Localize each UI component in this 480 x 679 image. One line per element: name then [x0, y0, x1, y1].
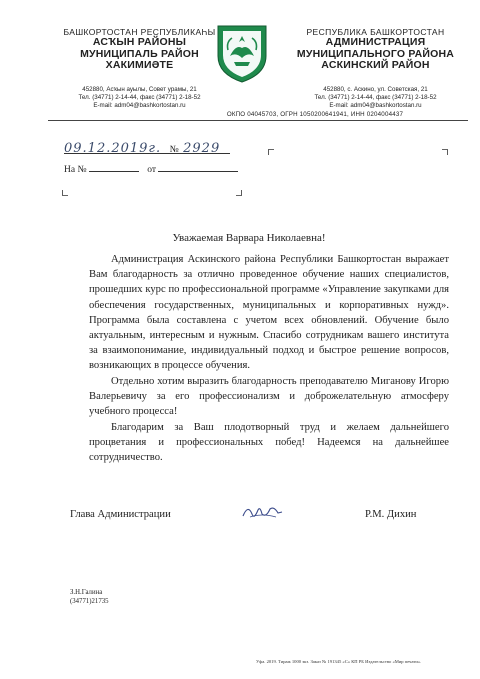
address-left — [52, 86, 227, 110]
republic-name-russian: РЕСПУБЛИКА БАШКОРТОСТАН — [306, 27, 445, 37]
signatory-position: Глава Администрации — [70, 509, 171, 520]
incoming-number-blank — [89, 162, 139, 172]
org-name-bashkir-3: ХАКИМИӘТЕ — [105, 59, 174, 71]
outgoing-ref — [64, 139, 236, 157]
bracket-bottom-left — [62, 190, 68, 196]
outgoing-number: 2929 — [183, 141, 221, 156]
org-name-russian-1: АДМИНИСТРАЦИЯ — [325, 36, 426, 48]
print-footer: Уфа. 2019. Тираж 1000 экз. Заказ № 191345 «С» КП РБ Издательство «Мир печати». — [256, 659, 422, 664]
outgoing-number-sign: № — [169, 145, 179, 155]
registry-line: ОКПО 04045703, ОГРН 1050200641941, ИНН 0204004437 — [226, 111, 404, 118]
incoming-date-label: от — [147, 165, 157, 175]
republic-name-bashkir: БАШКОРТОСТАН РЕСПУБЛИКАҺЫ — [63, 27, 216, 37]
paragraph-1: Администрация Аскинского района Республики Башкортостан выражает Вам благодарность за отлично проведенное обучение наших специалистов, прошедших курс по профессиональной программе «Управление закупками для обеспечения государственных, муниципальных и корпоративных нужд». Программа была составлена с учетом всех обновлений. Обучение было актуальным, интересным и нужным. Спасибо сотрудникам вашего института за взаимопонимание, индивидуальный подход и быстрое решение вопросов, возникающих в процессе обучения. — [89, 254, 449, 372]
executor-name: З.Н.Галина — [70, 589, 103, 596]
address-right-line-1: 452880, с. Аскино, ул. Советская, 21 — [323, 86, 428, 93]
coat-of-arms-emblem — [214, 22, 270, 84]
bracket-top-left — [268, 149, 274, 155]
address-left-line-2: Тел. (34771) 2-14-44, факс (34771) 2-18-52 — [78, 94, 201, 101]
signatory-name: Р.М. Дихин — [365, 509, 417, 520]
greeting: Уважаемая Варвара Николаевна! — [172, 232, 326, 244]
paragraph-3: Благодарим за Ваш плодотворный труд и желаем дальнейшего процветания и профессиональных побед! Надеемся на дальнейшее сотрудничество. — [89, 422, 449, 464]
outgoing-underline — [64, 153, 230, 154]
address-left-line-3: E-mail: adm04@bashkortostan.ru — [93, 102, 186, 109]
address-right-line-2: Тел. (34771) 2-14-44, факс (34771) 2-18-52 — [314, 94, 437, 101]
outgoing-date: 09.12.2019г. — [64, 141, 162, 156]
org-name-russian-3: АСКИНСКИЙ РАЙОН — [321, 59, 430, 71]
executor-phone: (34771)21735 — [70, 597, 109, 605]
header-right — [288, 27, 463, 72]
paragraph-2: Отдельно хотим выразить благодарность преподавателю Миганову Игорю Валерьевичу за его профессионализм и доброжелательную атмосферу учебного процесса! — [89, 376, 449, 418]
incoming-ref — [64, 162, 238, 175]
handwritten-signature — [240, 500, 284, 524]
address-right — [288, 86, 463, 110]
executor-block — [70, 589, 109, 606]
header-left — [52, 27, 227, 72]
org-name-russian-2: МУНИЦИПАЛЬНОГО РАЙОНА — [296, 47, 455, 60]
org-name-bashkir-1: АСҠЫН РАЙОНЫ — [92, 36, 187, 48]
incoming-number-label: На № — [64, 165, 87, 175]
address-right-line-3: E-mail: adm04@bashkortostan.ru — [329, 102, 422, 109]
address-left-line-1: 452880, Асҡын ауылы, Совет урамы, 21 — [82, 86, 197, 93]
bracket-top-right — [442, 149, 448, 155]
incoming-date-blank — [158, 162, 238, 172]
header-divider — [48, 120, 468, 121]
bracket-bottom-right — [236, 190, 242, 196]
org-name-bashkir-2: МУНИЦИПАЛЬ РАЙОН — [80, 47, 199, 60]
